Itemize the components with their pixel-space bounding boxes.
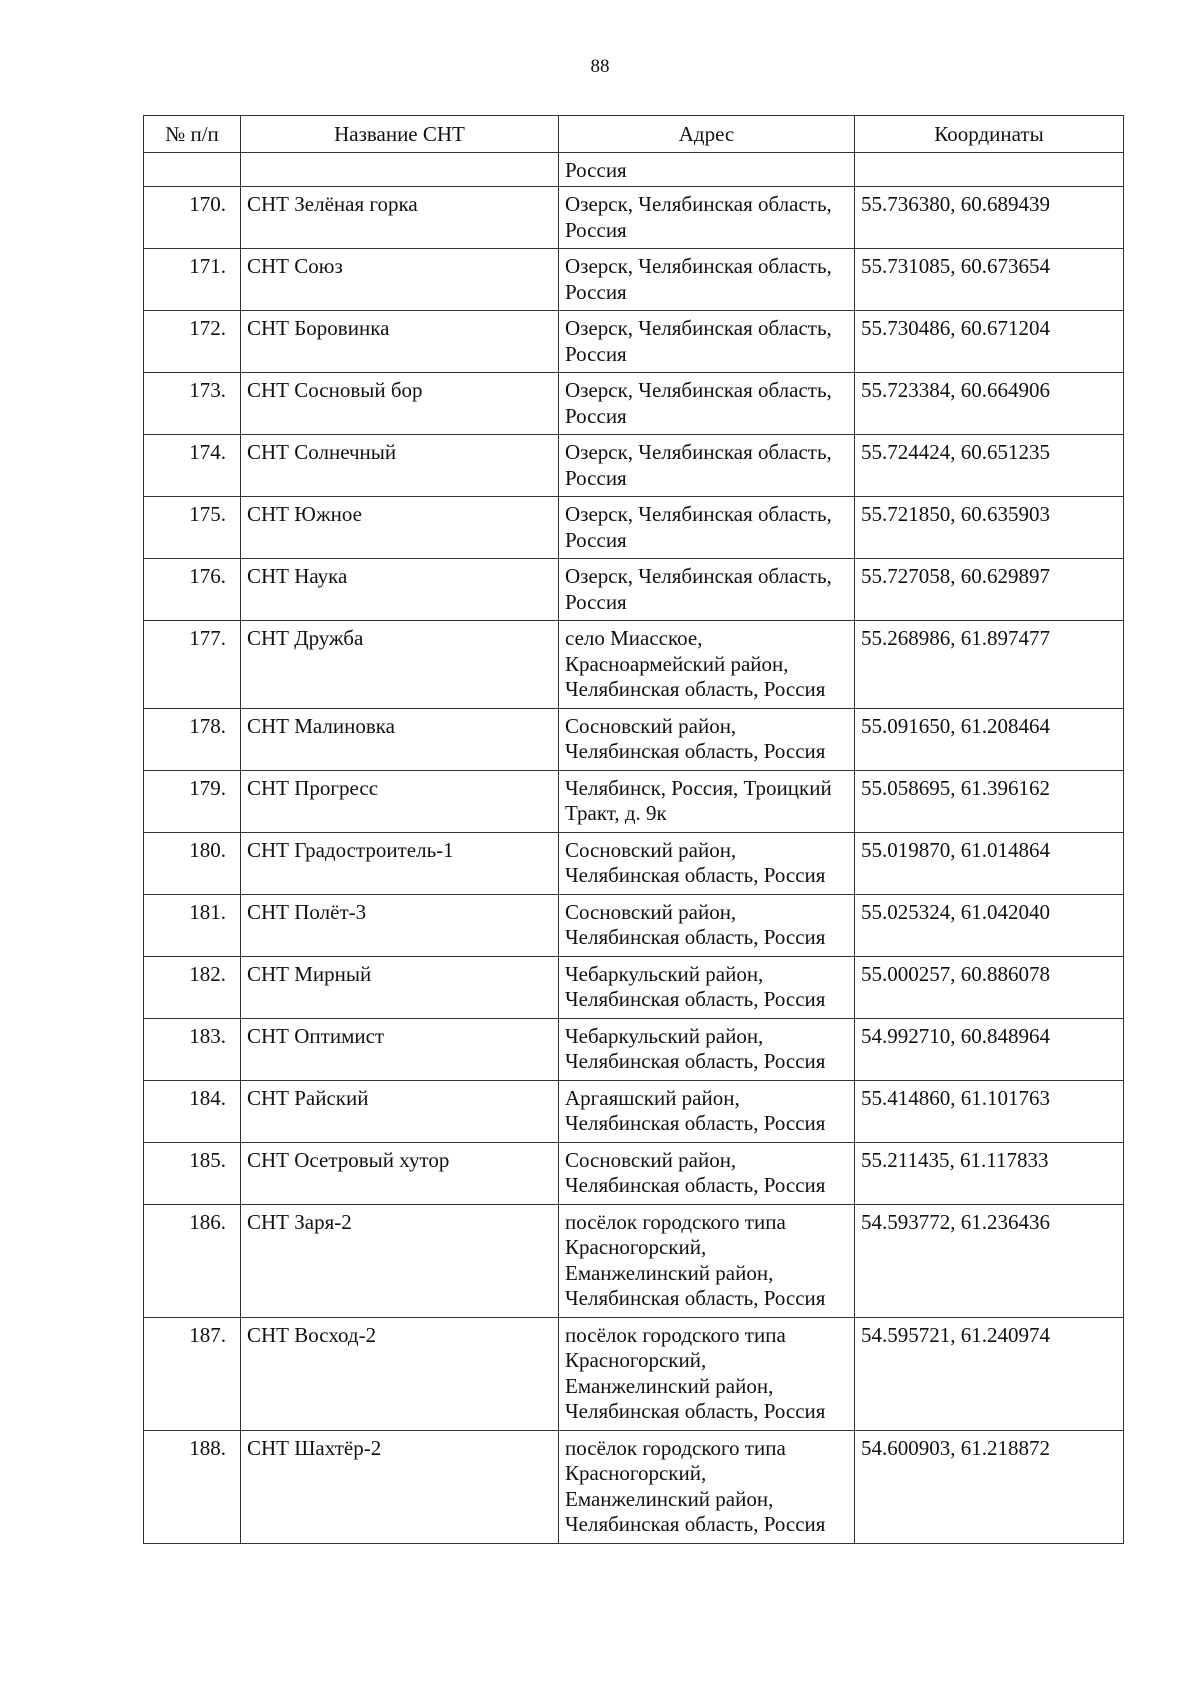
address-line: Челябинская область, Россия	[565, 1111, 826, 1135]
cell-num: 177.	[144, 621, 241, 709]
address-line: Челябинская область, Россия	[565, 677, 826, 701]
table-row	[144, 1080, 1124, 1142]
address-line: Челябинская область, Россия	[565, 1049, 826, 1073]
cell-address	[559, 1204, 855, 1317]
cell-coords: 54.600903, 61.218872	[855, 1430, 1124, 1543]
cell-address: Россия	[559, 152, 855, 187]
header-num: № п/п	[144, 116, 241, 153]
cell-name: СНТ Наука	[241, 559, 559, 621]
address-line: Сосновский район,	[565, 1147, 737, 1172]
table-body	[144, 152, 1124, 1543]
address-line: Россия	[565, 217, 627, 242]
cell-address	[559, 708, 855, 770]
table-row	[144, 1317, 1124, 1430]
cell-coords: 55.723384, 60.664906	[855, 373, 1124, 435]
cell-num: 188.	[144, 1430, 241, 1543]
cell-name: СНТ Малиновка	[241, 708, 559, 770]
address-line: Озерск, Челябинская область,	[565, 502, 832, 526]
cell-name: СНТ Градостроитель-1	[241, 832, 559, 894]
cell-coords: 55.211435, 61.117833	[855, 1142, 1124, 1204]
cell-coords: 55.730486, 60.671204	[855, 311, 1124, 373]
table-header-row	[144, 116, 1124, 153]
cell-name: СНТ Сосновый бор	[241, 373, 559, 435]
table-row	[144, 187, 1124, 249]
cell-num: 173.	[144, 373, 241, 435]
cell-coords: 54.593772, 61.236436	[855, 1204, 1124, 1317]
address-line: Озерск, Челябинская область,	[565, 378, 832, 402]
cell-name: СНТ Осетровый хутор	[241, 1142, 559, 1204]
cell-address	[559, 311, 855, 373]
address-line: посёлок городского типа	[565, 1322, 786, 1347]
cell-name: СНТ Зелёная горка	[241, 187, 559, 249]
address-line: Еманжелинский район,	[565, 1373, 774, 1398]
address-line: Тракт, д. 9к	[565, 801, 667, 825]
cell-num: 176.	[144, 559, 241, 621]
address-line: Россия	[565, 279, 627, 304]
table-row	[144, 559, 1124, 621]
cell-name: СНТ Солнечный	[241, 435, 559, 497]
cell-address	[559, 373, 855, 435]
table-row	[144, 894, 1124, 956]
table-row	[144, 621, 1124, 709]
table-row	[144, 1430, 1124, 1543]
cell-num	[144, 152, 241, 187]
cell-num: 182.	[144, 956, 241, 1018]
address-line: Россия	[565, 403, 627, 428]
cell-num: 180.	[144, 832, 241, 894]
cell-coords: 55.091650, 61.208464	[855, 708, 1124, 770]
cell-num: 185.	[144, 1142, 241, 1204]
cell-name: СНТ Дружба	[241, 621, 559, 709]
address-line: Озерск, Челябинская область,	[565, 254, 832, 278]
header-name: Название СНТ	[241, 116, 559, 153]
cell-coords: 55.268986, 61.897477	[855, 621, 1124, 709]
address-line: Озерск, Челябинская область,	[565, 316, 832, 340]
cell-coords: 55.019870, 61.014864	[855, 832, 1124, 894]
cell-name: СНТ Заря-2	[241, 1204, 559, 1317]
table-row-continuation	[144, 152, 1124, 187]
table-row	[144, 832, 1124, 894]
cell-name: СНТ Оптимист	[241, 1018, 559, 1080]
table-row	[144, 373, 1124, 435]
cell-coords: 55.058695, 61.396162	[855, 770, 1124, 832]
cell-address	[559, 621, 855, 709]
cell-num: 184.	[144, 1080, 241, 1142]
cell-address	[559, 497, 855, 559]
address-line: Челябинская область, Россия	[565, 1173, 826, 1197]
cell-coords: 54.992710, 60.848964	[855, 1018, 1124, 1080]
address-line: Россия	[565, 589, 627, 614]
address-line: Россия	[565, 527, 627, 552]
cell-coords: 55.736380, 60.689439	[855, 187, 1124, 249]
address-line: Челябинская область, Россия	[565, 739, 826, 763]
cell-address	[559, 1080, 855, 1142]
address-line: Россия	[565, 465, 627, 490]
address-line: Челябинская область, Россия	[565, 925, 826, 949]
cell-coords: 55.414860, 61.101763	[855, 1080, 1124, 1142]
cell-name: СНТ Прогресс	[241, 770, 559, 832]
cell-name: СНТ Шахтёр-2	[241, 1430, 559, 1543]
cell-name: СНТ Восход-2	[241, 1317, 559, 1430]
cell-coords: 55.721850, 60.635903	[855, 497, 1124, 559]
cell-num: 175.	[144, 497, 241, 559]
cell-name	[241, 152, 559, 187]
cell-address	[559, 1430, 855, 1543]
cell-num: 171.	[144, 249, 241, 311]
cell-name: СНТ Союз	[241, 249, 559, 311]
cell-coords: 55.000257, 60.886078	[855, 956, 1124, 1018]
address-line: Чебаркульский район,	[565, 1023, 764, 1048]
cell-num: 170.	[144, 187, 241, 249]
table-row	[144, 435, 1124, 497]
address-line: посёлок городского типа	[565, 1209, 786, 1234]
header-address: Адрес	[559, 116, 855, 153]
table-row	[144, 1204, 1124, 1317]
address-line: Красногорский,	[565, 1235, 707, 1259]
cell-num: 183.	[144, 1018, 241, 1080]
address-line: Челябинская область, Россия	[565, 987, 826, 1011]
cell-num: 172.	[144, 311, 241, 373]
address-line: Красноармейский район,	[565, 651, 789, 676]
cell-coords: 55.727058, 60.629897	[855, 559, 1124, 621]
cell-address	[559, 559, 855, 621]
cell-address	[559, 187, 855, 249]
cell-address	[559, 1018, 855, 1080]
cell-address	[559, 770, 855, 832]
cell-name: СНТ Полёт-3	[241, 894, 559, 956]
cell-num: 174.	[144, 435, 241, 497]
cell-coords	[855, 152, 1124, 187]
address-line: Еманжелинский район,	[565, 1260, 774, 1285]
cell-address	[559, 832, 855, 894]
cell-num: 181.	[144, 894, 241, 956]
snt-table-container	[143, 115, 1123, 1544]
table-row	[144, 249, 1124, 311]
address-line: Чебаркульский район,	[565, 961, 764, 986]
cell-coords: 54.595721, 61.240974	[855, 1317, 1124, 1430]
table-row	[144, 770, 1124, 832]
cell-name: СНТ Боровинка	[241, 311, 559, 373]
address-line: Челябинск, Россия, Троицкий	[565, 775, 832, 800]
cell-num: 187.	[144, 1317, 241, 1430]
address-line: Сосновский район,	[565, 713, 737, 738]
cell-name: СНТ Южное	[241, 497, 559, 559]
table-row	[144, 497, 1124, 559]
address-line: Челябинская область, Россия	[565, 1399, 826, 1423]
address-line: село Миасское,	[565, 626, 703, 650]
address-line: Аргаяшский район,	[565, 1085, 740, 1110]
table-row	[144, 311, 1124, 373]
address-line: Озерск, Челябинская область,	[565, 564, 832, 588]
address-line: Красногорский,	[565, 1461, 707, 1485]
cell-coords: 55.731085, 60.673654	[855, 249, 1124, 311]
address-line: Озерск, Челябинская область,	[565, 440, 832, 464]
address-line: Челябинская область, Россия	[565, 1286, 826, 1310]
address-line: Сосновский район,	[565, 837, 737, 862]
cell-address	[559, 1317, 855, 1430]
address-line: посёлок городского типа	[565, 1435, 786, 1460]
cell-coords: 55.724424, 60.651235	[855, 435, 1124, 497]
cell-num: 178.	[144, 708, 241, 770]
table-row	[144, 1142, 1124, 1204]
cell-address	[559, 894, 855, 956]
cell-name: СНТ Райский	[241, 1080, 559, 1142]
cell-name: СНТ Мирный	[241, 956, 559, 1018]
cell-coords: 55.025324, 61.042040	[855, 894, 1124, 956]
cell-address	[559, 1142, 855, 1204]
cell-num: 186.	[144, 1204, 241, 1317]
cell-address	[559, 956, 855, 1018]
address-line: Сосновский район,	[565, 899, 737, 924]
address-line: Челябинская область, Россия	[565, 863, 826, 887]
table-row	[144, 1018, 1124, 1080]
address-line: Челябинская область, Россия	[565, 1512, 826, 1536]
table-row	[144, 956, 1124, 1018]
address-line: Еманжелинский район,	[565, 1486, 774, 1511]
header-coords: Координаты	[855, 116, 1124, 153]
address-line: Россия	[565, 341, 627, 366]
snt-table	[143, 115, 1124, 1544]
address-line: Озерск, Челябинская область,	[565, 192, 832, 216]
page-number: 88	[590, 56, 610, 77]
cell-address	[559, 249, 855, 311]
cell-address	[559, 435, 855, 497]
address-line: Красногорский,	[565, 1348, 707, 1372]
cell-num: 179.	[144, 770, 241, 832]
table-row	[144, 708, 1124, 770]
